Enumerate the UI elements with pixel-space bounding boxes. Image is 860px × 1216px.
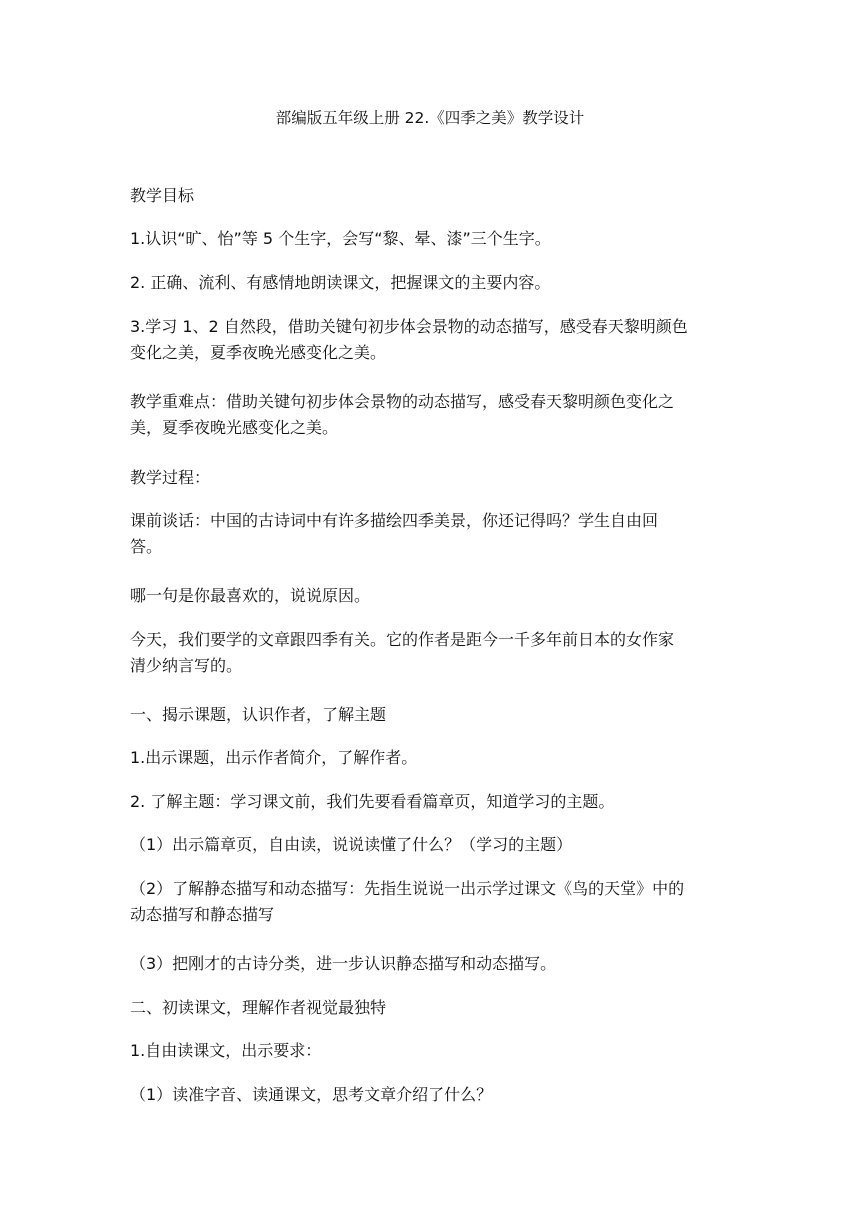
paragraph-line: 1.自由读课文，出示要求： bbox=[130, 1041, 322, 1060]
paragraph bbox=[130, 789, 730, 815]
paragraph bbox=[130, 226, 730, 252]
paragraph-line: （3）把刚才的古诗分类，进一步认识静态描写和动态描写。 bbox=[130, 954, 557, 973]
paragraph bbox=[130, 583, 730, 609]
paragraph-line: 一、揭示课题，认识作者，了解主题 bbox=[130, 705, 387, 724]
paragraph bbox=[130, 995, 730, 1021]
paragraph-line: 2. 正确、流利、有感情地朗读课文，把握课文的主要内容。 bbox=[130, 273, 551, 292]
document-title: 部编版五年级上册 22.《四季之美》教学设计 bbox=[275, 109, 585, 127]
paragraph-line: 教学重难点：借助关键句初步体会景物的动态描写，感受春天黎明颜色变化之 bbox=[130, 392, 675, 411]
paragraph-line: （2）了解静态描写和动态描写：先指生说说一出示学过课文《鸟的天堂》中的 bbox=[130, 879, 685, 898]
paragraph-line: 1.认识“旷、怡”等 5 个生字，会写“黎、晕、漆”三个生字。 bbox=[130, 229, 551, 248]
paragraph bbox=[130, 314, 730, 366]
paragraph bbox=[130, 389, 730, 441]
paragraph bbox=[130, 876, 730, 928]
paragraph bbox=[130, 183, 730, 209]
paragraph bbox=[130, 627, 730, 679]
paragraph-line: （1）出示篇章页，自由读，说说读懂了什么？（学习的主题） bbox=[130, 835, 573, 854]
paragraph bbox=[130, 1038, 730, 1064]
paragraph-line: 清少纳言写的。 bbox=[130, 656, 243, 675]
paragraph-line: 教学目标 bbox=[130, 186, 195, 205]
paragraph-line: 美，夏季夜晚光感变化之美。 bbox=[130, 418, 339, 437]
paragraph-line: 今天，我们要学的文章跟四季有关。它的作者是距今一千多年前日本的女作家 bbox=[130, 630, 675, 649]
paragraph-line: 1.出示课题，出示作者简介，了解作者。 bbox=[130, 748, 418, 767]
paragraph-line: 哪一句是你最喜欢的，说说原因。 bbox=[130, 586, 371, 605]
paragraph-line: 动态描写和静态描写 bbox=[130, 905, 275, 924]
paragraph bbox=[130, 1082, 730, 1108]
paragraph bbox=[130, 951, 730, 977]
paragraph bbox=[130, 832, 730, 858]
paragraph-line: 变化之美，夏季夜晚光感变化之美。 bbox=[130, 343, 387, 362]
paragraph-line: 3.学习 1、2 自然段，借助关键句初步体会景物的动态描写，感受春天黎明颜色 bbox=[130, 317, 688, 336]
paragraph bbox=[130, 702, 730, 728]
paragraph bbox=[130, 270, 730, 296]
paragraph-line: 教学过程： bbox=[130, 468, 211, 487]
paragraph-line: 2. 了解主题：学习课文前，我们先要看看篇章页，知道学习的主题。 bbox=[130, 792, 615, 811]
paragraph bbox=[130, 508, 730, 560]
paragraph-line: （1）读准字音、读通课文，思考文章介绍了什么？ bbox=[130, 1085, 493, 1104]
paragraph-line: 课前谈话：中国的古诗词中有许多描绘四季美景，你还记得吗？学生自由回 bbox=[130, 511, 659, 530]
paragraph-line: 二、初读课文，理解作者视觉最独特 bbox=[130, 998, 387, 1017]
paragraph-line: 答。 bbox=[130, 537, 163, 556]
paragraph bbox=[130, 465, 730, 491]
paragraph bbox=[130, 745, 730, 771]
